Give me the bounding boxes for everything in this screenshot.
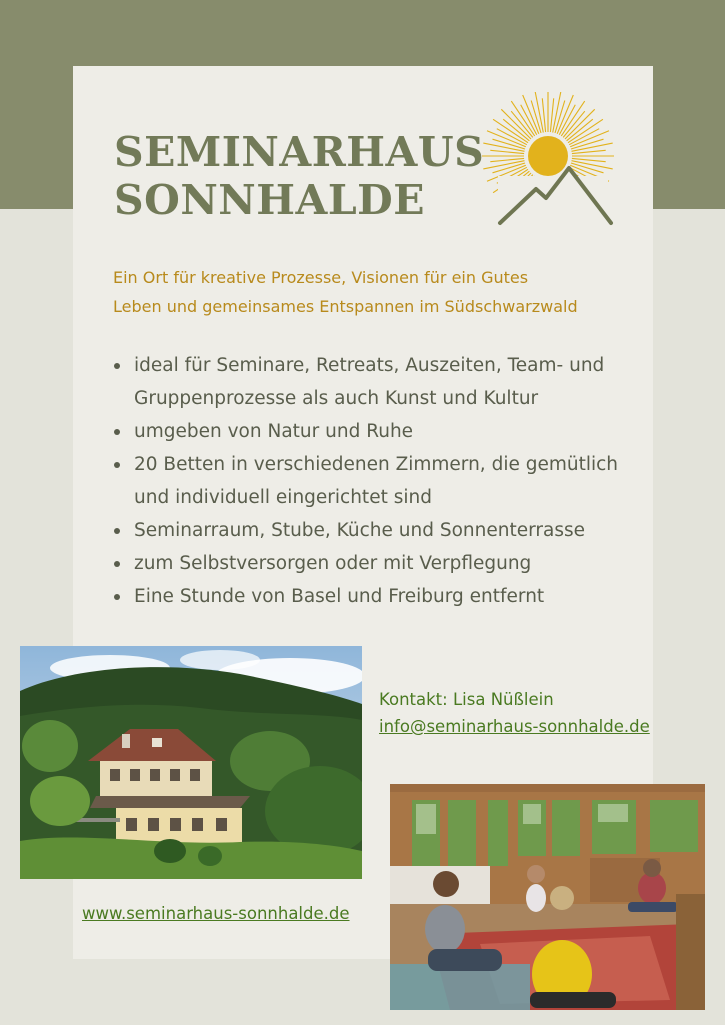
tagline: [113, 264, 653, 321]
feature-item: zum Selbstversorgen oder mit Verpflegung: [113, 547, 633, 580]
house-photo: [20, 646, 362, 879]
page-title: [114, 128, 484, 224]
seminar-room-photo: [390, 784, 705, 1010]
contact-block: [379, 686, 650, 740]
feature-item: Eine Stunde von Basel und Freiburg entfernt: [113, 580, 633, 613]
title-line-1: SEMINARHAUS: [114, 128, 485, 176]
feature-item: 20 Betten in verschiedenen Zimmern, die gemütlich und individuell eingerichtet sind: [113, 448, 633, 514]
website-link[interactable]: www.seminarhaus-sonnhalde.de: [82, 904, 350, 923]
sun-over-mountain-icon: [478, 92, 618, 232]
feature-item: ideal für Seminare, Retreats, Auszeiten, Team- und Gruppenprozesse als auch Kunst und Kultur: [113, 349, 633, 415]
feature-item: umgeben von Natur und Ruhe: [113, 415, 633, 448]
tagline-line-1: Ein Ort für kreative Prozesse, Visionen für ein Gutes: [113, 268, 529, 287]
contact-email-link[interactable]: info@seminarhaus-sonnhalde.de: [379, 717, 650, 736]
contact-label: Kontakt: Lisa Nüßlein: [379, 690, 554, 709]
title-line-2: SONNHALDE: [114, 176, 425, 224]
feature-list: [113, 349, 633, 613]
tagline-line-2: Leben und gemeinsames Entspannen im Südschwarzwald: [113, 296, 578, 316]
feature-item: Seminarraum, Stube, Küche und Sonnenterrasse: [113, 514, 633, 547]
